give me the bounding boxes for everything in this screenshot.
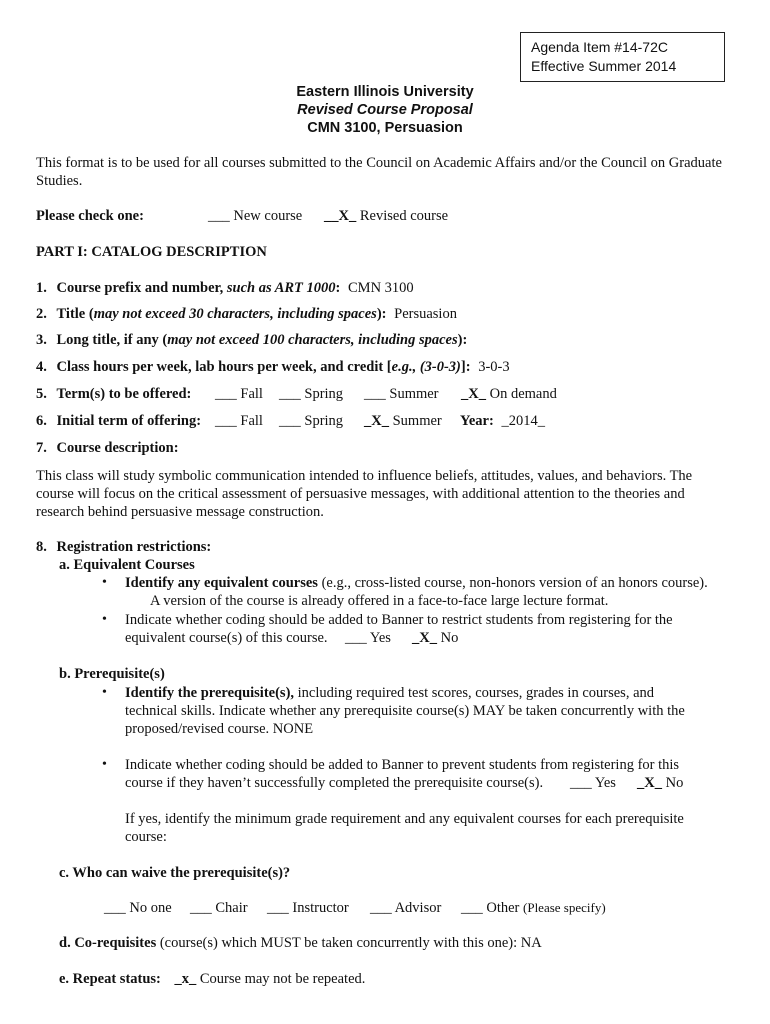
term-spring-label: Spring	[304, 386, 344, 402]
item-4-num: 4.	[36, 359, 47, 375]
item-7-num: 7.	[36, 440, 47, 456]
item-1-example: such as ART 1000	[226, 280, 336, 296]
intro-paragraph: This format is to be used for all courses submitted to the Council on Academic Affairs and/or the Council on Graduate Studies.	[36, 155, 722, 189]
repeat-text: Course may not be repeated.	[199, 971, 366, 987]
waive-advisor-mark: ___	[370, 900, 392, 916]
initial-summer-option[interactable]	[364, 412, 442, 430]
item-4-close: ]:	[460, 359, 471, 375]
item-2-hint: may not exceed 30 characters, including spaces	[93, 306, 377, 322]
b1-line3: proposed/revised course. NONE	[125, 721, 314, 737]
section-e	[59, 970, 365, 988]
item-5-label	[36, 385, 191, 403]
initial-summer-label: Summer	[392, 413, 442, 429]
section-a-label: a. Equivalent Courses	[59, 557, 195, 573]
waive-no-one-mark: ___	[104, 900, 126, 916]
b1-line1	[125, 684, 654, 702]
b-yes-option[interactable]	[570, 774, 616, 792]
initial-fall-label: Fall	[240, 413, 263, 429]
initial-spring-label: Spring	[304, 413, 344, 429]
proposal-title: Revised Course Proposal	[297, 102, 473, 118]
term-summer-label: Summer	[389, 386, 439, 402]
item-2-value: Persuasion	[394, 306, 457, 322]
b-no-mark: _X_	[637, 775, 662, 791]
if-yes-line1: If yes, identify the minimum grade requirement and any equivalent courses for each prerequisite	[125, 811, 684, 827]
item-3	[36, 331, 467, 349]
a1-rest: (e.g., cross-listed course, non-honors version of an honors course).	[317, 575, 708, 591]
item-3-num: 3.	[36, 332, 47, 348]
item-2	[36, 305, 457, 323]
term-spring-mark: ___	[279, 386, 301, 402]
new-course-label: New course	[233, 208, 303, 224]
item-1	[36, 279, 414, 297]
item-2-close: ):	[376, 306, 387, 322]
item-4	[36, 358, 510, 376]
b-yes-mark: ___	[570, 775, 592, 791]
year-field[interactable]	[460, 412, 545, 430]
waive-advisor-label: Advisor	[394, 900, 442, 916]
item-8	[36, 538, 211, 556]
university-title: Eastern Illinois University	[296, 84, 474, 100]
item-5-text: Term(s) to be offered:	[56, 386, 192, 402]
initial-spring-option[interactable]	[279, 412, 343, 430]
a-yes-label: Yes	[369, 630, 391, 646]
item-6-text: Initial term of offering:	[56, 413, 202, 429]
item-2-label: Title (	[56, 306, 94, 322]
item-6-num: 6.	[36, 413, 47, 429]
new-course-option[interactable]	[208, 207, 302, 225]
bullet-a2: •	[102, 612, 107, 627]
item-7-label: Course description:	[56, 440, 179, 456]
item-1-num: 1.	[36, 280, 47, 296]
check-label: Please check one:	[36, 208, 144, 224]
a-no-label: No	[440, 630, 459, 646]
new-course-blank: ___	[208, 208, 230, 224]
item-3-hint: may not exceed 100 characters, including spaces	[167, 332, 458, 348]
initial-summer-mark: _X_	[364, 413, 389, 429]
course-description: This class will study symbolic communication intended to influence beliefs, attitudes, values, and behaviors. The course will focus on the critical assessment of persuasive messages, with additional attention to the theories and research behind persuasive message construction.	[36, 468, 693, 520]
item-3-label: Long title, if any (	[56, 332, 168, 348]
a-no-option[interactable]	[412, 629, 458, 647]
waive-chair-option[interactable]	[190, 899, 248, 917]
waive-chair-mark: ___	[190, 900, 212, 916]
waive-other-note: (Please specify)	[523, 900, 606, 915]
b1-bold: Identify the prerequisite(s),	[125, 685, 295, 701]
b1-rest: including required test scores, courses, grades in courses, and	[294, 685, 655, 701]
agenda-effective: Effective Summer 2014	[531, 58, 677, 74]
b-yes-label: Yes	[594, 775, 616, 791]
year-value: _2014_	[501, 413, 545, 429]
item-2-num: 2.	[36, 306, 47, 322]
b2-line1: Indicate whether coding should be added to Banner to prevent students from registering for this	[125, 757, 680, 773]
b1-line2: technical skills. Indicate whether any prerequisite course(s) MAY be taken concurrently with the	[125, 703, 685, 719]
waive-advisor-option[interactable]	[370, 899, 441, 917]
b-no-label: No	[665, 775, 684, 791]
waive-instructor-option[interactable]	[267, 899, 349, 917]
a1-line1	[125, 574, 708, 592]
waive-instructor-label: Instructor	[292, 900, 349, 916]
term-demand-option[interactable]	[461, 385, 557, 403]
term-fall-mark: ___	[215, 386, 237, 402]
a-yes-option[interactable]	[345, 629, 391, 647]
course-title: CMN 3100, Persuasion	[307, 120, 463, 136]
item-4-label: Class hours per week, lab hours per week, and credit [	[56, 359, 392, 375]
term-spring-option[interactable]	[279, 385, 343, 403]
waive-other-option[interactable]	[461, 899, 606, 917]
a2-line1: Indicate whether coding should be added to Banner to restrict students from registering for the	[125, 612, 673, 628]
item-1-label: Course prefix and number,	[56, 280, 224, 296]
bullet-b2: •	[102, 757, 107, 772]
item-1-value: CMN 3100	[348, 280, 414, 296]
revised-course-option[interactable]	[324, 207, 448, 225]
item-8-num: 8.	[36, 539, 47, 555]
term-summer-option[interactable]	[364, 385, 439, 403]
item-4-value: 3-0-3	[478, 359, 510, 375]
waive-other-label: Other	[486, 900, 520, 916]
section-e-label: e. Repeat status:	[59, 971, 161, 987]
item-6-label	[36, 412, 201, 430]
repeat-mark[interactable]: _x_	[174, 971, 197, 987]
term-summer-mark: ___	[364, 386, 386, 402]
waive-no-one-label: No one	[129, 900, 172, 916]
item-3-close: ):	[457, 332, 468, 348]
a2-line2: equivalent course(s) of this course.	[125, 630, 328, 646]
year-label: Year:	[460, 413, 494, 429]
term-demand-label: On demand	[489, 386, 557, 402]
bullet-b1: •	[102, 685, 107, 700]
item-7	[36, 439, 179, 457]
a-yes-mark: ___	[345, 630, 367, 646]
initial-fall-mark: ___	[215, 413, 237, 429]
waive-chair-label: Chair	[215, 900, 248, 916]
term-fall-label: Fall	[240, 386, 263, 402]
section-d-label: d. Co-requisites	[59, 935, 157, 951]
a1-line2: A version of the course is already offered in a face-to-face large lecture format.	[150, 593, 609, 609]
if-yes-line2: course:	[125, 829, 167, 845]
revised-course-mark: __X_	[324, 208, 357, 224]
item-4-hint: e.g., (3-0-3)	[391, 359, 461, 375]
initial-fall-option[interactable]	[215, 412, 263, 430]
term-fall-option[interactable]	[215, 385, 263, 403]
section-d-rest: (course(s) which MUST be taken concurrently with this one): NA	[156, 935, 542, 951]
waive-other-mark: ___	[461, 900, 483, 916]
item-5-num: 5.	[36, 386, 47, 402]
item-8-label: Registration restrictions:	[56, 539, 212, 555]
section-d	[59, 934, 542, 952]
section-b-label: b. Prerequisite(s)	[59, 666, 165, 682]
bullet-a1: •	[102, 575, 107, 590]
section-c-label: c. Who can waive the prerequisite(s)?	[59, 865, 291, 881]
item-1-colon: :	[335, 280, 341, 296]
a1-bold: Identify any equivalent courses	[125, 575, 318, 591]
b2-line2: course if they haven’t successfully completed the prerequisite course(s).	[125, 775, 544, 791]
waive-no-one-option[interactable]	[104, 899, 172, 917]
b-no-option[interactable]	[637, 774, 683, 792]
agenda-box	[520, 32, 725, 82]
initial-spring-mark: ___	[279, 413, 301, 429]
part1-heading: PART I: CATALOG DESCRIPTION	[36, 244, 267, 260]
revised-course-label: Revised course	[359, 208, 449, 224]
a-no-mark: _X_	[412, 630, 437, 646]
waive-instructor-mark: ___	[267, 900, 289, 916]
term-demand-mark: _X_	[461, 386, 486, 402]
agenda-item: Agenda Item #14-72C	[531, 39, 668, 55]
